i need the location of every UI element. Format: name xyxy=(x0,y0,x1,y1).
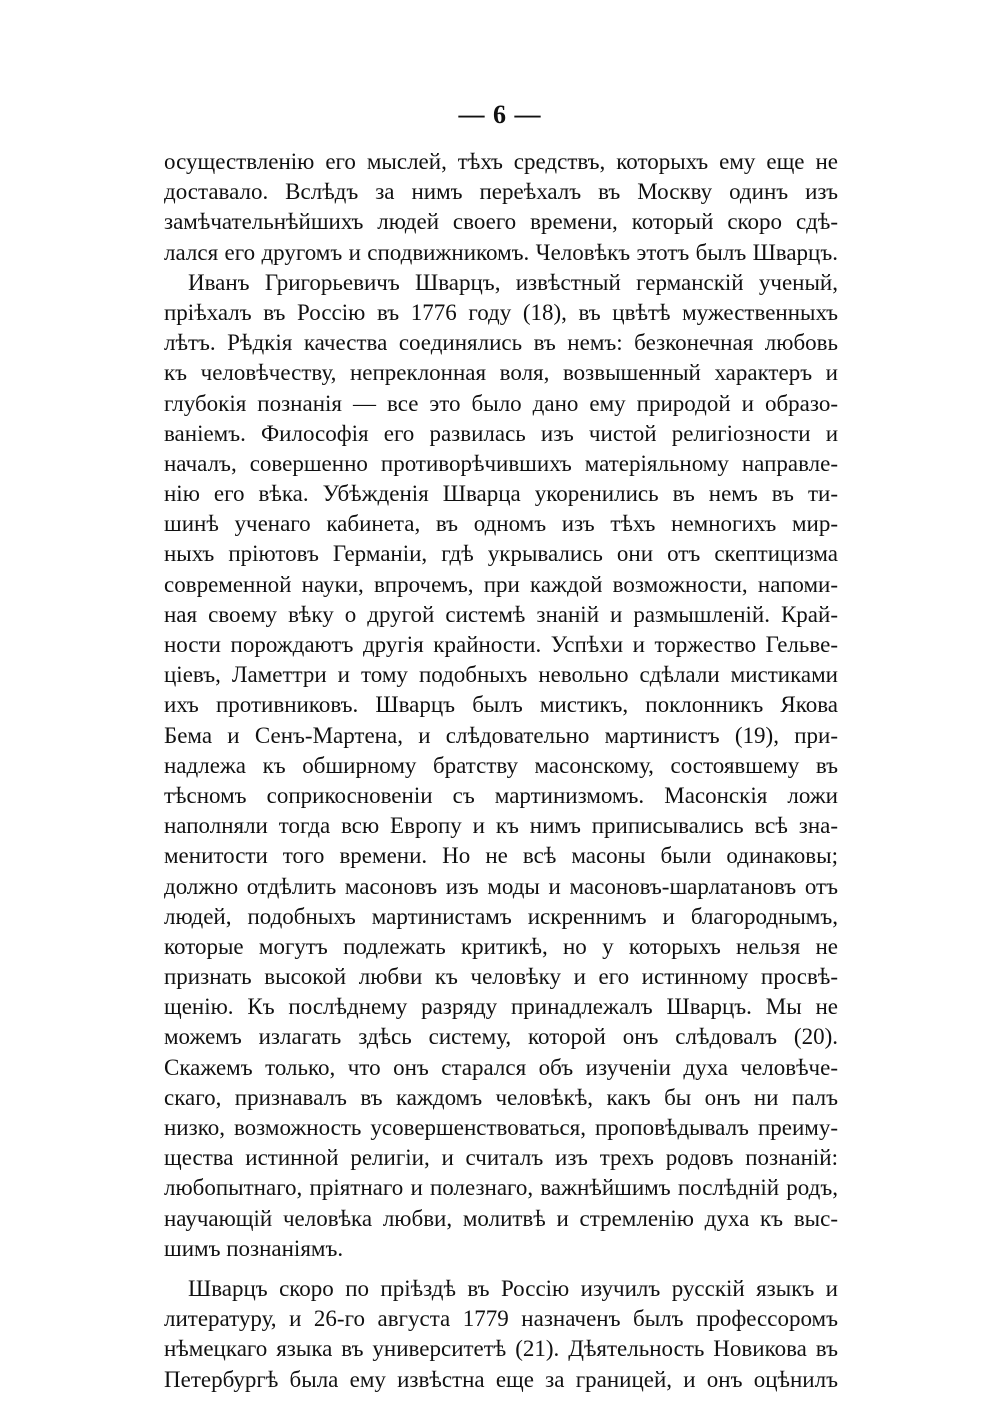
text-line: лался его другомъ и сподвижникомъ. Человѣкъ этотъ былъ Шварцъ. xyxy=(164,239,838,265)
text-line: признать высокой любви къ человѣку и его истинному просвѣ- xyxy=(164,964,838,990)
text-line: лѣтъ. Рѣдкія качества соединялись въ немъ: безконечная любовь xyxy=(164,330,838,356)
text-line: доставало. Вслѣдъ за нимъ переѣхалъ въ Москву одинъ изъ xyxy=(164,179,838,205)
text-line: нію его вѣка. Убѣжденія Шварца укоренились въ немъ въ ти- xyxy=(164,481,838,507)
text-line: которые могутъ подлежать критикѣ, но у которыхъ нельзя не xyxy=(164,933,838,959)
text-line: щенію. Къ послѣднему разряду принадлежалъ Шварцъ. Мы не xyxy=(164,994,838,1020)
text-line: ная своему вѣку о другой системѣ знаній и размышленій. Край- xyxy=(164,601,838,627)
text-line: пріѣхалъ въ Россію въ 1776 году (18), въ цвѣтѣ мужественныхъ xyxy=(164,299,838,325)
text-line: нѣмецкаго языка въ университетѣ (21). Дѣятельность Новикова въ xyxy=(164,1336,838,1362)
paragraph-2 xyxy=(164,268,838,1264)
text-line: надлежа къ обширному братству масонскому, состоявшему въ xyxy=(164,752,838,778)
text-line: наполняли тогда всю Европу и къ нимъ приписывались всѣ зна- xyxy=(164,813,838,839)
text-line: тѣсномъ соприкосновеніи съ мартинизмомъ. Масонскія ложи xyxy=(164,782,838,808)
paragraph-gap xyxy=(164,1264,838,1274)
body-text xyxy=(164,147,838,1395)
text-line: менитости того времени. Но не всѣ масоны были одинаковы; xyxy=(164,843,838,869)
text-line: къ человѣчеству, непреклонная воля, возвышенный характеръ и xyxy=(164,360,838,386)
text-line: замѣчательнѣйшихъ людей своего времени, который скоро сдѣ- xyxy=(164,209,838,235)
text-line: Иванъ Григорьевичъ Шварцъ, извѣстный германскій ученый, xyxy=(188,269,838,295)
text-line: низко, возможность усовершенствоваться, проповѣдывалъ преиму- xyxy=(164,1115,838,1140)
text-line: Бема и Сенъ-Мартена, и слѣдовательно мартинистъ (19), при- xyxy=(164,722,838,748)
text-line: скаго, признавалъ въ каждомъ человѣкѣ, какъ бы онъ ни палъ xyxy=(164,1084,838,1110)
text-line: Скажемъ только, что онъ старался объ изученіи духа человѣче- xyxy=(164,1054,838,1080)
text-line: шинѣ ученаго кабинета, въ одномъ изъ тѣхъ немногихъ мир- xyxy=(164,511,838,537)
text-line: любопытнаго, пріятнаго и полезнаго, важнѣйшимъ послѣдній родъ, xyxy=(164,1175,838,1201)
text-line: научающій человѣка любви, молитвѣ и стремленію духа къ выс- xyxy=(164,1205,838,1231)
text-line: началъ, совершенно противорѣчившихъ матеріяльному направле- xyxy=(164,450,838,476)
page-number: — 6 — xyxy=(458,100,542,129)
text-line: Петербургѣ была ему извѣстна еще за границей, и онъ оцѣнилъ xyxy=(164,1366,838,1392)
paragraph-1 xyxy=(164,147,838,268)
text-line: осуществленію его мыслей, тѣхъ средствъ, которыхъ ему еще не xyxy=(164,149,838,174)
text-line: ности порождаютъ другія крайности. Успѣхи и торжество Гельве- xyxy=(164,632,838,657)
text-line: Шварцъ скоро по пріѣздѣ въ Россію изучилъ русскій языкъ и xyxy=(188,1275,838,1301)
text-line: ихъ противниковъ. Шварцъ былъ мистикъ, поклонникъ Якова xyxy=(164,692,838,718)
text-line: должно отдѣлить масоновъ изъ моды и масоновъ-шарлатановъ отъ xyxy=(164,873,838,899)
paragraph-3 xyxy=(164,1274,838,1395)
text-line: ціевъ, Ламеттри и тому подобныхъ невольно сдѣлали мистиками xyxy=(164,662,838,688)
text-line: шимъ познаніямъ. xyxy=(164,1235,344,1261)
text-line: ваніемъ. Философія его развилась изъ чистой религіозности и xyxy=(164,420,838,446)
text-line: можемъ излагать здѣсь систему, которой онъ слѣдовалъ (20). xyxy=(164,1024,838,1050)
text-line: людей, подобныхъ мартинистамъ искреннимъ и благороднымъ, xyxy=(164,903,838,929)
text-line: глубокія познанія — все это было дано ему природой и образо- xyxy=(164,390,838,416)
text-line: ныхъ пріютовъ Германіи, гдѣ укрывались они отъ скептицизма xyxy=(164,541,838,567)
text-line: щества истинной религіи, и считалъ изъ трехъ родовъ познаній: xyxy=(164,1145,838,1171)
text-line: литературу, и 26-го августа 1779 назначенъ былъ профессоромъ xyxy=(164,1306,838,1332)
text-line: современной науки, впрочемъ, при каждой возможности, напоми- xyxy=(164,571,838,597)
